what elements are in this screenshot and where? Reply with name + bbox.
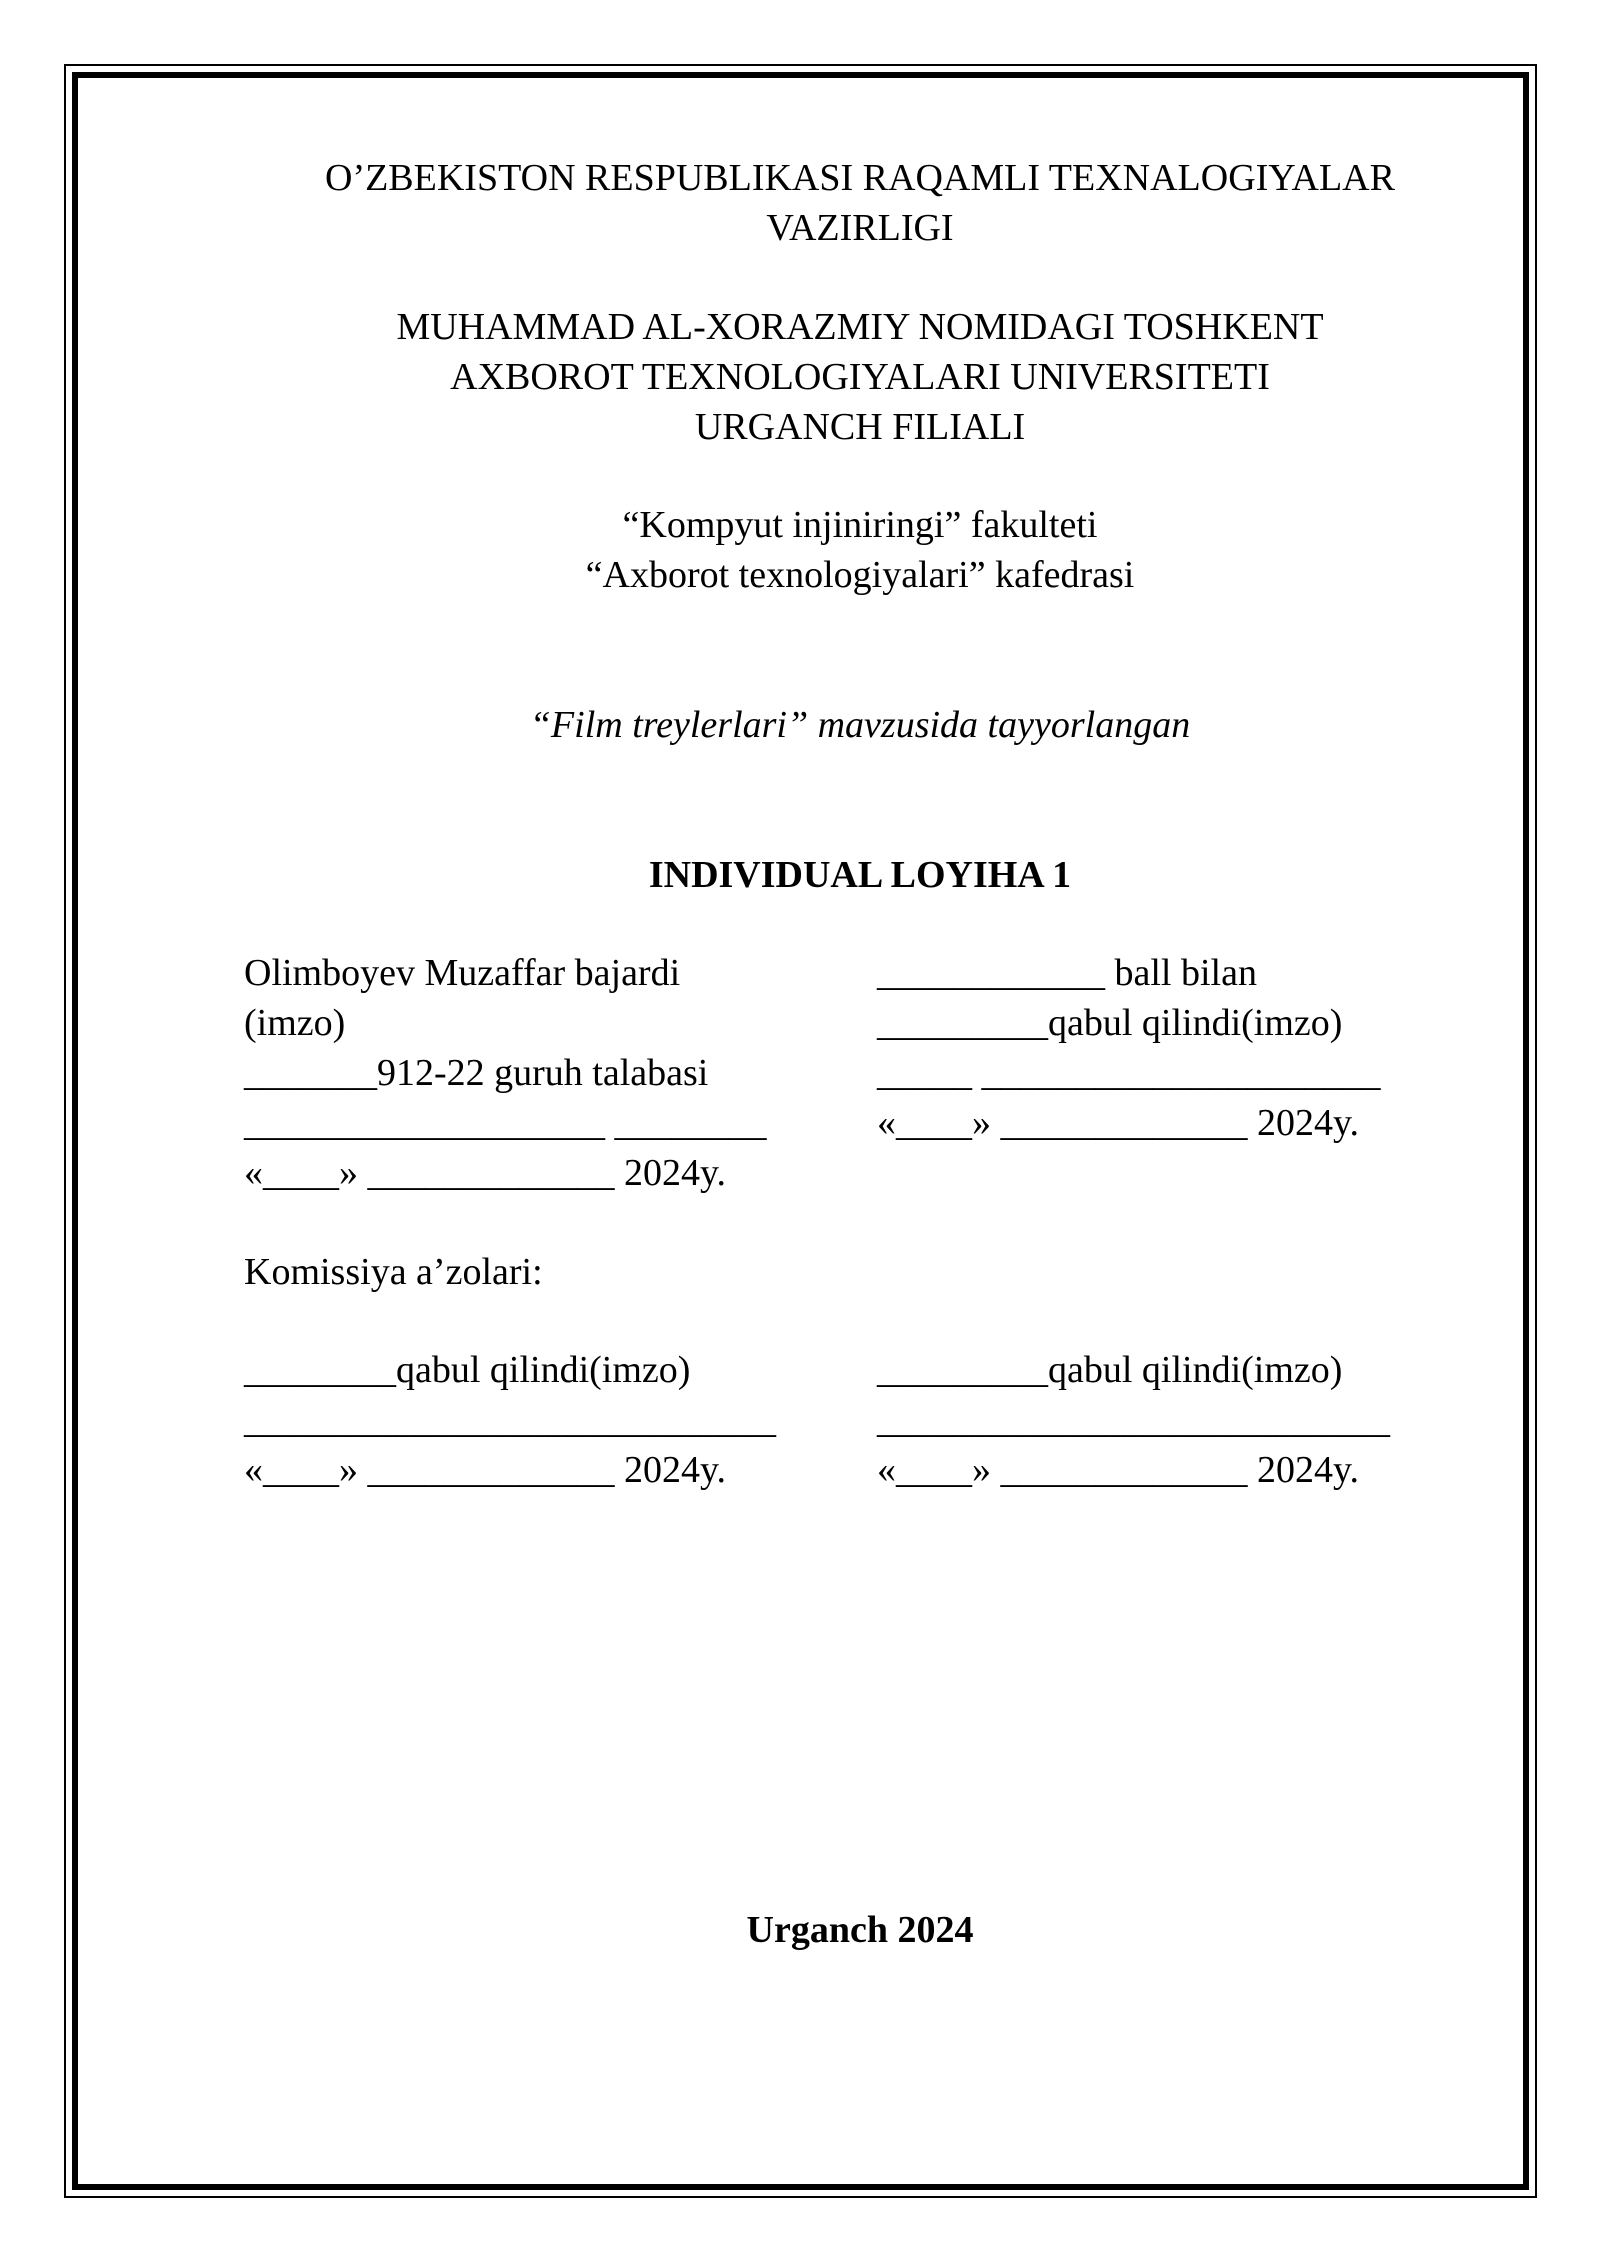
university-line-3: URGANCH FILIALI xyxy=(694,406,1026,448)
faculty-heading xyxy=(230,500,1490,600)
member-2-blank-line: ___________________________ xyxy=(877,1399,1390,1441)
member-2-accepted-line: _________qabul qilindi(imzo) xyxy=(877,1349,1343,1391)
university-line-1: MUHAMMAD AL-XORAZMIY NOMIDAGI TOSHKENT xyxy=(396,306,1324,348)
university-heading xyxy=(230,302,1490,452)
ministry-line-2: VAZIRLIGI xyxy=(766,207,954,249)
topic-text: “Film treylerlari” mavzusida tayyorlangan xyxy=(529,704,1191,746)
member-1-date-line: «____» _____________ 2024y. xyxy=(244,1449,727,1491)
document-title xyxy=(230,850,1490,900)
grading-block xyxy=(877,948,1381,1148)
commission-member-1 xyxy=(244,1345,776,1495)
university-line-2: AXBOROT TEXNOLOGIYALARI UNIVERSITETI xyxy=(450,356,1270,398)
commission-member-2 xyxy=(877,1345,1390,1495)
department-name: “Axborot texnologiyalari” kafedrasi xyxy=(585,554,1135,596)
grading-score-line: ____________ ball bilan xyxy=(877,952,1257,994)
ministry-line-1: O’ZBEKISTON RESPUBLIKASI RAQAMLI TEXNALOGIYALAR xyxy=(325,157,1395,199)
student-group-line: _______912-22 guruh talabasi xyxy=(244,1052,709,1094)
grading-blank-line: _____ _____________________ xyxy=(877,1052,1381,1094)
student-name-line: Olimboyev Muzaffar bajardi xyxy=(244,952,681,994)
grading-date-line: «____» _____________ 2024y. xyxy=(877,1102,1360,1144)
project-topic xyxy=(230,700,1490,750)
student-signature-block xyxy=(244,948,767,1198)
student-signature-line: (imzo) xyxy=(244,1002,346,1044)
student-blank-line: ___________________ ________ xyxy=(244,1102,767,1144)
member-2-date-line: «____» _____________ 2024y. xyxy=(877,1449,1360,1491)
student-date-line: «____» _____________ 2024y. xyxy=(244,1152,727,1194)
member-1-accepted-line: ________qabul qilindi(imzo) xyxy=(244,1349,691,1391)
commission-label: Komissiya a’zolari: xyxy=(244,1251,543,1293)
city-year-text: Urganch 2024 xyxy=(746,1909,974,1951)
footer-city-year xyxy=(230,1905,1490,1955)
grading-accepted-line: _________qabul qilindi(imzo) xyxy=(877,1002,1343,1044)
title-text: INDIVIDUAL LOYIHA 1 xyxy=(648,854,1072,896)
faculty-name: “Kompyut injiniringi” fakulteti xyxy=(622,504,1098,546)
member-1-blank-line: ____________________________ xyxy=(244,1399,776,1441)
ministry-heading xyxy=(230,153,1490,253)
